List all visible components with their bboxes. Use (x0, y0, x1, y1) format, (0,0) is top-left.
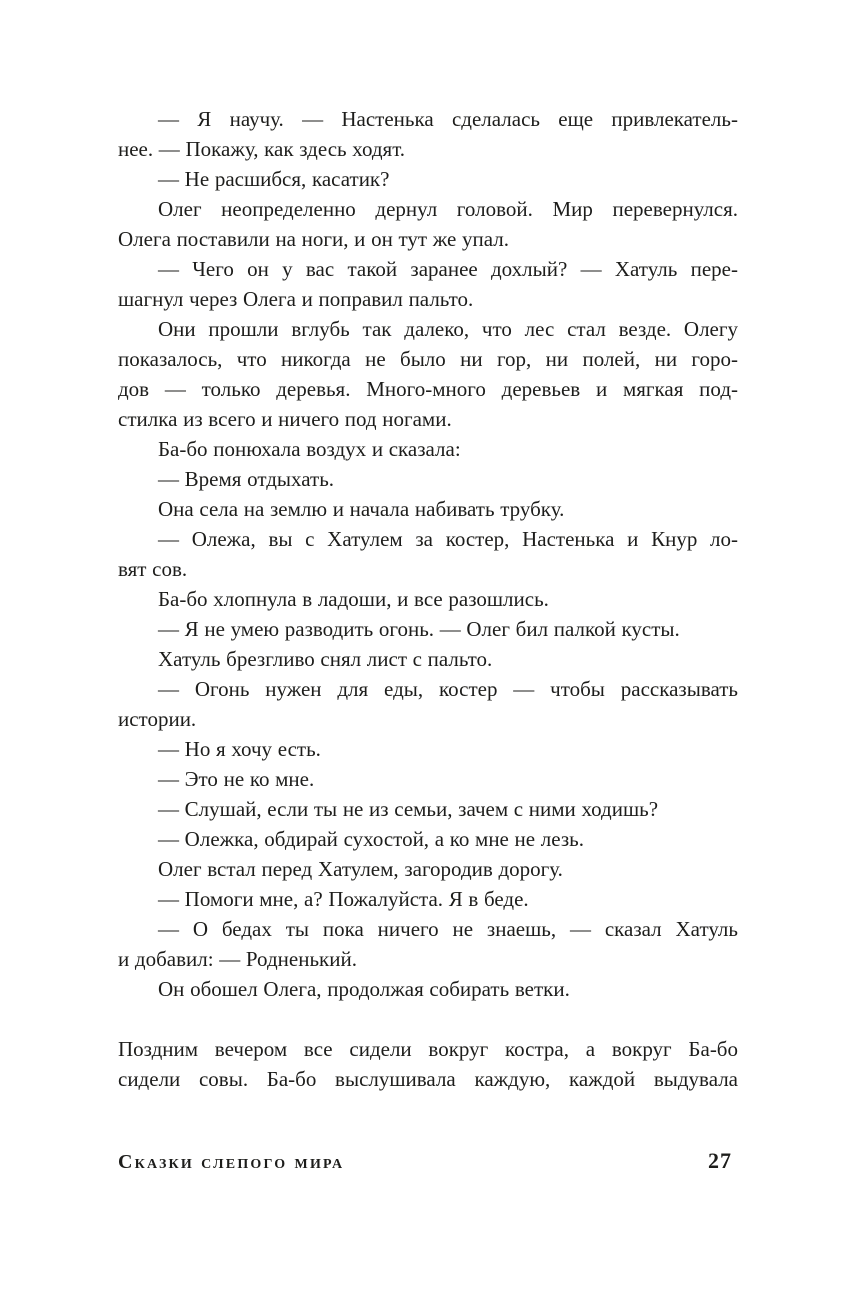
paragraph (118, 734, 738, 764)
text-line: — Это не ко мне. (158, 767, 315, 791)
paragraph (118, 674, 738, 734)
text-line: шагнул через Олега и поправил пальто. (118, 287, 474, 311)
text-line: — Время отдыхать. (158, 467, 335, 491)
text-line: Ба-бо понюхала воздух и сказала: (158, 437, 461, 461)
text-line: Они прошли вглубь так далеко, что лес стал везде. Олегу (158, 317, 738, 341)
text-line: Она села на землю и начала набивать трубку. (158, 497, 565, 521)
text-line: Олег неопределенно дернул головой. Мир перевернулся. (158, 197, 738, 221)
paragraph (118, 824, 738, 854)
paragraph (118, 884, 738, 914)
text-line: Ба-бо хлопнула в ладоши, и все разошлись. (158, 587, 549, 611)
text-line: стилка из всего и ничего под ногами. (118, 407, 452, 431)
text-line: вят сов. (118, 557, 188, 581)
text-line: — О бедах ты пока ничего не знаешь, — сказал Хатуль (158, 917, 738, 941)
paragraph (118, 434, 738, 464)
paragraph (118, 1034, 738, 1094)
text-line: — Но я хочу есть. (158, 737, 321, 761)
paragraph (118, 854, 738, 884)
page-number: 27 (708, 1148, 732, 1173)
paragraph (118, 524, 738, 584)
text-line: — Я не умею разводить огонь. — Олег бил палкой кусты. (158, 617, 680, 641)
text-line: дов — только деревья. Много-много деревьев и мягкая под- (118, 377, 738, 401)
text-line: — Огонь нужен для еды, костер — чтобы рассказывать (158, 677, 738, 701)
text-line: Хатуль брезгливо снял лист с пальто. (158, 647, 493, 671)
text-line: Олега поставили на ноги, и он тут же упал. (118, 227, 509, 251)
paragraph (118, 314, 738, 434)
text-line: сидели совы. Ба-бо выслушивала каждую, каждой выдувала (118, 1067, 738, 1091)
paragraph (118, 254, 738, 314)
text-line: — Помоги мне, а? Пожалуйста. Я в беде. (158, 887, 529, 911)
paragraph (118, 614, 738, 644)
text-line: Поздним вечером все сидели вокруг костра, а вокруг Ба-бо (118, 1037, 738, 1061)
paragraph (118, 494, 738, 524)
text-line: — Не расшибся, касатик? (158, 167, 390, 191)
text-line: Он обошел Олега, продолжая собирать ветки. (158, 977, 570, 1001)
paragraph (118, 974, 738, 1004)
paragraph (118, 164, 738, 194)
paragraph (118, 104, 738, 164)
paragraph (118, 794, 738, 824)
paragraph (118, 764, 738, 794)
paragraph (118, 914, 738, 974)
text-line: Олег встал перед Хатулем, загородив дорогу. (158, 857, 563, 881)
running-title: Сказки слепого мира (118, 1151, 345, 1173)
paragraph (118, 644, 738, 674)
text-line: и добавил: — Родненький. (118, 947, 357, 971)
text-line: — Чего он у вас такой заранее дохлый? — Хатуль пере- (158, 257, 738, 281)
text-line: нее. — Покажу, как здесь ходят. (118, 137, 406, 161)
text-line: — Олежа, вы с Хатулем за костер, Настенька и Кнур ло- (158, 527, 738, 551)
page-footer (118, 1148, 732, 1174)
text-block (118, 104, 738, 1094)
text-line: истории. (118, 707, 197, 731)
text-line: — Слушай, если ты не из семьи, зачем с ними ходишь? (158, 797, 659, 821)
text-line: — Я научу. — Настенька сделалась еще привлекатель- (158, 107, 738, 131)
paragraph (118, 194, 738, 254)
paragraph (118, 584, 738, 614)
paragraph (118, 464, 738, 494)
text-line: — Олежка, обдирай сухостой, а ко мне не лезь. (158, 827, 584, 851)
text-line: показалось, что никогда не было ни гор, ни полей, ни горо- (118, 347, 738, 371)
